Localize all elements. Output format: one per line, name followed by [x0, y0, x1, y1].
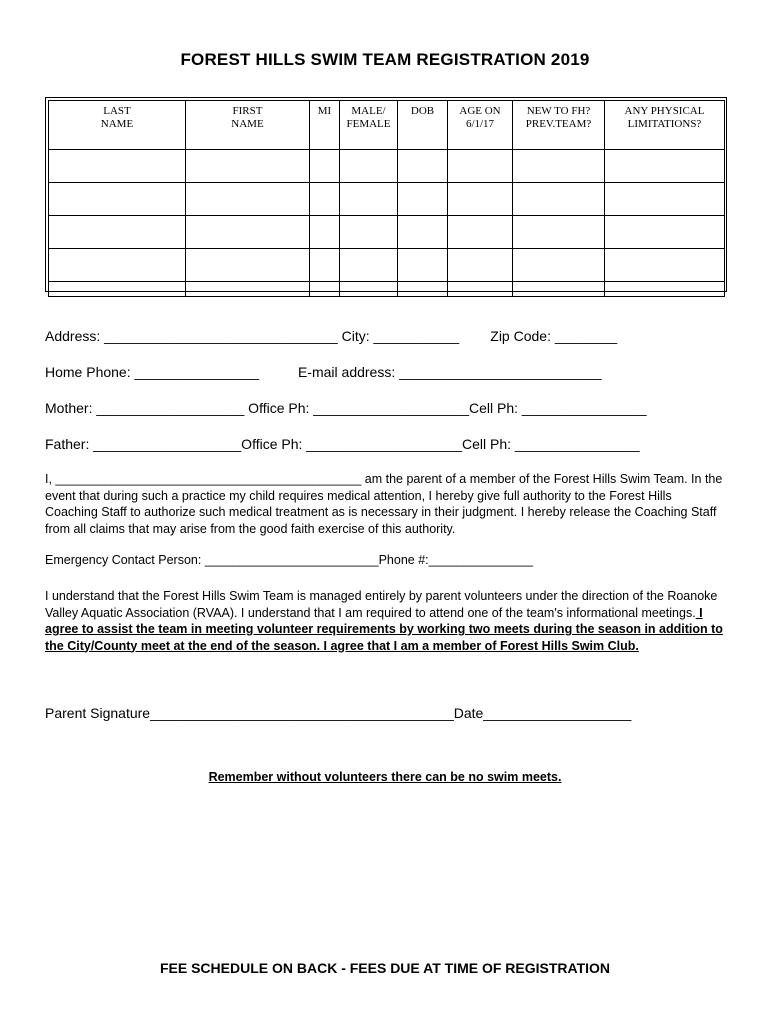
table-cell[interactable]	[186, 150, 310, 183]
table-cell[interactable]	[186, 183, 310, 216]
table-cell[interactable]	[49, 150, 186, 183]
table-cell[interactable]	[186, 216, 310, 249]
col-header-limitations: ANY PHYSICAL LIMITATIONS?	[605, 101, 725, 150]
col-header-gender: MALE/ FEMALE	[340, 101, 398, 150]
table-cell[interactable]	[448, 183, 513, 216]
fee-schedule-footer: FEE SCHEDULE ON BACK - FEES DUE AT TIME OF REGISTRATION	[159, 960, 611, 976]
table-cell[interactable]	[448, 249, 513, 282]
col-header-dob: DOB	[398, 101, 448, 150]
table-cell[interactable]	[186, 249, 310, 282]
table-cell[interactable]	[49, 282, 186, 297]
medical-consent-paragraph: I, ____________________________________________ am the parent of a member of the Forest Hills Swim Team. In the event that during such a practice my child requires medical attention, I hereby give full authority to the Forest Hills Coaching Staff to authorize such medical treatment as is necessary in their judgment. I hereby release the Coaching Staff from all claims that may arise from the good faith exercise of this authority.	[45, 472, 723, 536]
col-header-age: AGE ON 6/1/17	[448, 101, 513, 150]
table-cell[interactable]	[448, 282, 513, 297]
table-cell[interactable]	[605, 150, 725, 183]
mother-line[interactable]: Mother: ___________________ Office Ph: ____________________Cell Ph: ________________	[45, 400, 647, 416]
table-cell[interactable]	[398, 249, 448, 282]
table-cell[interactable]	[513, 216, 605, 249]
form-title: FOREST HILLS SWIM TEAM REGISTRATION 2019	[180, 50, 590, 69]
table-cell[interactable]	[310, 282, 340, 297]
table-cell[interactable]	[49, 249, 186, 282]
table-cell[interactable]	[513, 282, 605, 297]
table-row	[49, 282, 725, 297]
col-header-mi: MI	[310, 101, 340, 150]
table-cell[interactable]	[513, 249, 605, 282]
table-cell[interactable]	[310, 150, 340, 183]
parent-signature-line[interactable]: Parent Signature_______________________________________Date___________________	[45, 705, 632, 721]
table-row	[49, 150, 725, 183]
emergency-contact-line[interactable]: Emergency Contact Person: _________________________Phone #:_______________	[45, 553, 533, 567]
volunteer-text: I understand that the Forest Hills Swim Team is managed entirely by parent volunteers under the direction of the Roanoke Valley Aquatic Association (RVAA). I understand that I am required to attend one of the team's informational meetings.	[45, 589, 718, 620]
volunteer-reminder: Remember without volunteers there can be no swim meets.	[208, 770, 562, 784]
table-cell[interactable]	[49, 216, 186, 249]
table-cell[interactable]	[605, 282, 725, 297]
table-cell[interactable]	[310, 216, 340, 249]
col-header-prev-team: NEW TO FH? PREV.TEAM?	[513, 101, 605, 150]
volunteer-agreement-text: I agree to assist the team in meeting volunteer requirements by working two meets during the season in addition to the City/County meet at the end of the season. I agree that I am a member of Forest Hills Swim Club.	[45, 605, 723, 653]
table-cell[interactable]	[513, 150, 605, 183]
table-cell[interactable]	[448, 216, 513, 249]
table-cell[interactable]	[310, 249, 340, 282]
address-line[interactable]: Address: ______________________________ City: ___________ Zip Code: ________	[45, 328, 618, 344]
table-cell[interactable]	[398, 150, 448, 183]
col-header-last-name: LAST NAME	[49, 101, 186, 150]
col-header-first-name: FIRST NAME	[186, 101, 310, 150]
phone-email-line[interactable]: Home Phone: ________________ E-mail address: __________________________	[45, 364, 602, 380]
table-row	[49, 249, 725, 282]
table-cell[interactable]	[398, 216, 448, 249]
table-cell[interactable]	[49, 183, 186, 216]
table-cell[interactable]	[605, 183, 725, 216]
registration-table	[45, 97, 727, 292]
table-cell[interactable]	[605, 216, 725, 249]
table-header-row	[49, 101, 725, 150]
father-line[interactable]: Father: ___________________Office Ph: ____________________Cell Ph: ________________	[45, 436, 640, 452]
table-cell[interactable]	[448, 150, 513, 183]
table-cell[interactable]	[340, 249, 398, 282]
table-cell[interactable]	[513, 183, 605, 216]
table-cell[interactable]	[340, 282, 398, 297]
table-cell[interactable]	[398, 282, 448, 297]
table-cell[interactable]	[186, 282, 310, 297]
table-cell[interactable]	[310, 183, 340, 216]
volunteer-paragraph	[45, 588, 725, 654]
table-cell[interactable]	[605, 249, 725, 282]
table-cell[interactable]	[398, 183, 448, 216]
table-row	[49, 216, 725, 249]
table-cell[interactable]	[340, 216, 398, 249]
table-row	[49, 183, 725, 216]
table-cell[interactable]	[340, 183, 398, 216]
table-cell[interactable]	[340, 150, 398, 183]
